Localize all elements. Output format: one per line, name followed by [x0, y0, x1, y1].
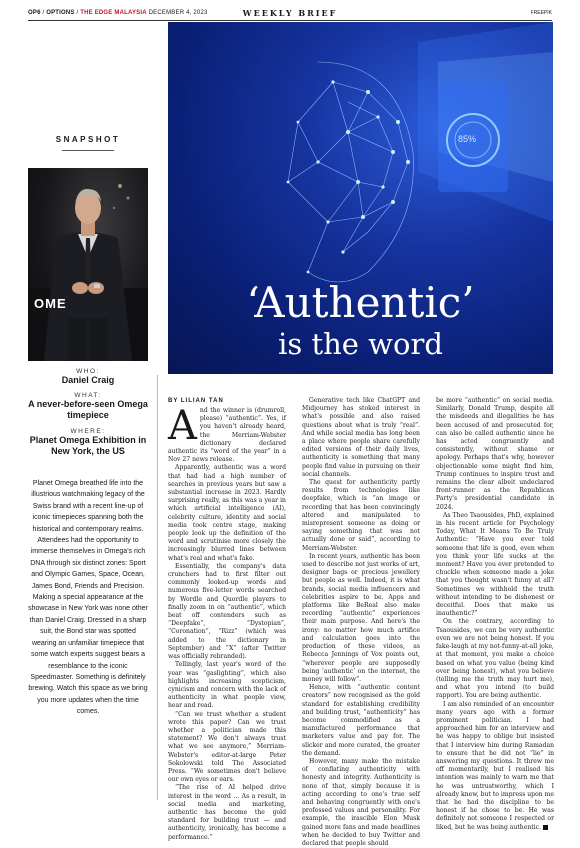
- article-column-1: [168, 403, 286, 842]
- what-block: [28, 392, 148, 421]
- brand-name: THE EDGE MALAYSIA: [80, 10, 147, 16]
- issue-date: DECEMBER 4, 2023: [148, 10, 208, 16]
- where-value: Planet Omega Exhibition in New York, the US: [29, 435, 147, 456]
- where-block: [28, 428, 148, 457]
- who-block: [28, 368, 148, 386]
- snapshot-photo: [28, 168, 148, 361]
- page-code: OP6: [28, 10, 41, 16]
- column-divider: [157, 375, 158, 800]
- paragraph: However, many make the mistake of conflating authenticity with honesty and integrity. Authenticity is none of that, simply because it is acting according to one's true self and behaving congruently with one's professed values and personality. For example, the irascible Elon Musk gained more fans and made headlines when he decided to buy Twitter and declared that people should: [302, 757, 420, 847]
- paragraph: I am also reminded of an encounter many years ago with a former prominent politician. I had approached him for an interview and he was happy to oblige but insisted that I interview him during Ramadan to ensure that he did not “lie” in answering my questions. It threw me off momentarily, but I realised his intention was mainly to warn me that he was untrustworthy, which I already knew, but to impress upon me that he had the discipline to be honest if he chose to be. He was definitely not someone I respected or liked, but he was being authentic.: [436, 700, 554, 831]
- paragraph: be more “authentic” on social media. Similarly, Donald Trump, despite all the misdeeds and illegalities he has been accused of and prosecuted for, can also be called authentic since he has acted congruently and consistently, without shame or apology. Perhaps that's why, however objectionable some might find him, Trump continues to inspire trust and remains the clear albeit undeclared front-runner as the Republican Party's presidential candidate in 2024.: [436, 397, 554, 511]
- section-name: OPTIONS: [46, 10, 75, 16]
- headline-line-2: is the word: [278, 327, 443, 361]
- where-label: WHERE:: [70, 428, 106, 435]
- paragraph: Tellingly, last year's word of the year was “gaslighting”, which also highlights increasing scepticism, cynicism and concern with the lack of authenticity in what people view, hear and read.: [168, 661, 286, 710]
- paragraph: On the contrary, according to Tsaousides, we can be very authentic even we are not being honest. If you fake-laugh at my not-funny-at-all joke, at that moment, you make a choice based on what you value (being kind over being honest), what you believe (telling me the truth may hurt me), and what you intend (to build rapport). You are being authentic.: [436, 618, 554, 700]
- paragraph: “The rise of AI helped drive interest in the word ... As a result, in social media and marketing, authentic has become the gold standard for building trust — and authenticity, ironically, has become a performance.”: [168, 784, 286, 841]
- paragraph: The quest for authenticity partly results from technologies like deepfake, which is “an image or recording that has been convincingly altered and manipulated to misrepresent someone as doing or saying something that was not actually done or said”, according to Merriam-Webster.: [302, 479, 420, 552]
- image-credit: FREEPIK: [530, 10, 552, 16]
- paragraph: And the winner is (drumroll, please) “authentic”. Yes, if you haven't already heard, the Merriam-Webster dictionary declared authentic its “word of the year” in a Nov 27 news release.: [168, 403, 286, 464]
- snapshot-body: Planet Omega breathed life into the illustrious watchmaking legacy of the Swiss brand with a recent line-up of iconic timepieces spanning both the historical and contemporary realms. Attendees had the opportunity to immerse themselves in Omega's rich DNA through six distinct zones: Sport and Olympic Games, Space, Ocean, James Bond, Friends and Precision. Making a special appearance at the showcase in New York was none other than Daniel Craig. Dressed in a sharp suit, the Bond star was spotted wearing an unfamiliar timepiece that some watch experts suggest bears a resemblance to the iconic Speedmaster. Something is definitely brewing. Watch this space as we bring you more updates when the time comes.: [28, 480, 148, 716]
- who-label: WHO:: [76, 368, 100, 375]
- omega-backdrop-text: OME: [34, 296, 67, 311]
- paragraph: In recent years, authentic has been used to describe not just works of art, designer bags or precious jewellery but people as well. Indeed, it is what brands, social media influencers and celebrities aspire to be. Apps and platforms like BeReal also make recording “authentic” experiences their main purpose. And here's the irony: no matter how much artifice and calculation goes into the production of these videos, as Rebecca Jennings of Vox points out, “wherever people are supposedly being ‘authentic’ on the internet, the money will follow”.: [302, 552, 420, 683]
- end-mark: [543, 825, 548, 830]
- header-rule: [28, 20, 552, 21]
- header-left: OP6 / OPTIONS / THE EDGE MALAYSIA DECEMBER 4, 2023: [28, 10, 208, 16]
- drop-cap: A: [168, 403, 197, 449]
- snapshot-title: SNAPSHOT: [55, 135, 121, 144]
- paragraph: Essentially, the company's data crunchers had to first filter out commonly looked-up words and numerous five-letter words searched by Wordle and Quordle players to finally zoom in on “authentic”, which beat off contenders such as “Deepfake”, “Dystopian”, “Coronation”, “Rizz” (which was added to the dictionary in September) and “X” (after Twitter was officially rebranded).: [168, 562, 286, 661]
- byline: BY LILIAN TAN: [168, 398, 224, 404]
- paragraph: Hence, with “authentic content creators” now recognised as the gold standard for establishing credibility and building trust, “authenticity” has become commodified as a manufactured performance that marketers value and pay for. The slicker and more curated, the greater the demand.: [302, 684, 420, 757]
- what-value: A never-before-seen Omega timepiece: [28, 399, 148, 420]
- article-column-2: [302, 397, 420, 848]
- what-label: WHAT:: [74, 392, 102, 399]
- daniel-craig-illustration: [28, 168, 148, 361]
- snapshot-rule: [62, 150, 114, 151]
- paragraph: Generative tech like ChatGPT and Midjourney has stoked interest in what's possible and also raised questions about what is truly “real”. And while social media has long been a place where people share carefully edited versions of their daily lives, authenticity is something that many people find value in pursuing on their social channels.: [302, 397, 420, 478]
- paragraph: “Can we trust whether a student wrote this paper? Can we trust whether a politician made this statement? We don't always trust what we see anymore,” Merriam-Webster's editor-at-large Peter Sokolowski told The Associated Press. “We sometimes don't believe our own eyes or ears.: [168, 710, 286, 784]
- headline-line-1: ‘Authentic’: [246, 278, 475, 327]
- hero-percent: 85%: [458, 134, 477, 144]
- paragraph: As Theo Tsaousides, PhD, explained in his recent article for Psychology Today, What It Means To Be Truly Authentic: “Have you ever told someone that life is good, even when you think your life sucks at the moment? Have you ever pretended to chuckle when someone made a joke that you thought wasn't funny at all? Sometimes we withhold the truth without intending to be dishonest or deceitful. Does that make us inauthentic?”: [436, 511, 554, 618]
- paragraph: Apparently, authentic was a word that had had a high number of searches in previous years but saw a substantial increase in 2023. Hardly surprising really, as this was a year in which artificial intelligence (AI), celebrity culture, identity and social media took centre stage, making people look up the definition of the word and scrutinise more closely the increasingly blurred lines between what's real and what's fake.: [168, 464, 286, 562]
- who-value: Daniel Craig: [61, 375, 115, 385]
- page-header: [28, 8, 552, 20]
- article-column-3: [436, 397, 554, 832]
- section-title: WEEKLY BRIEF: [242, 8, 338, 18]
